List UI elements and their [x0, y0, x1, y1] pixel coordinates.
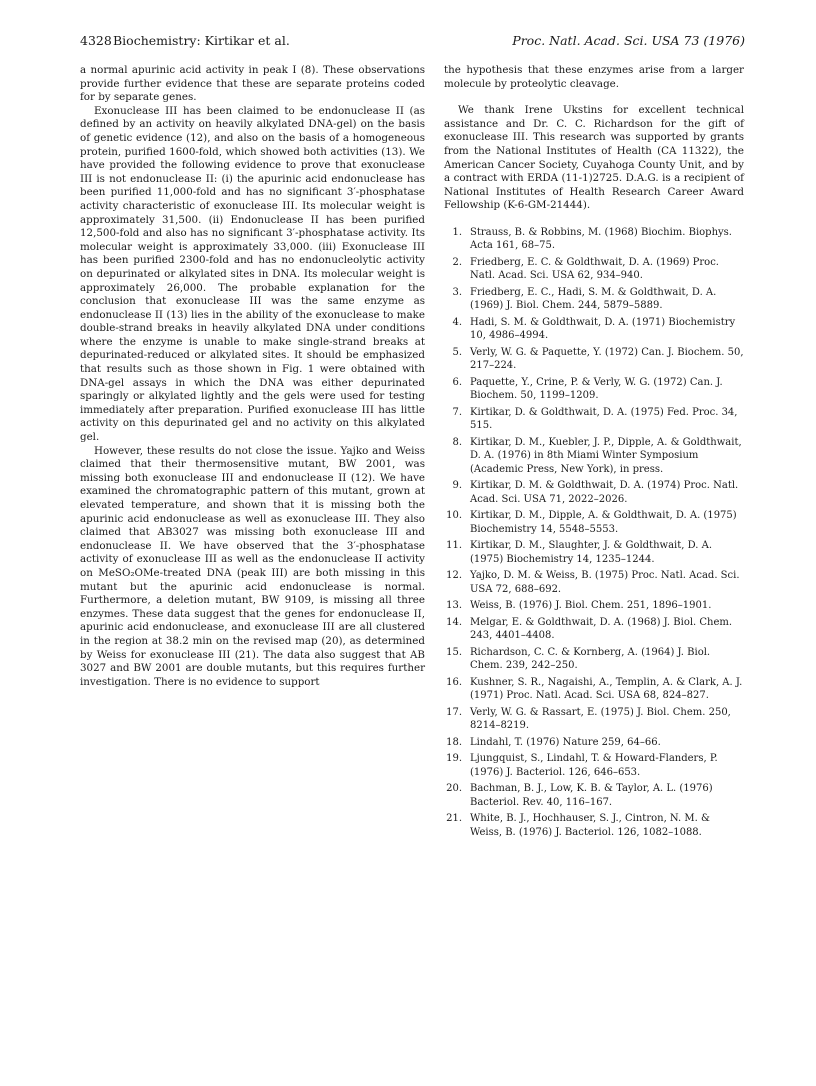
reference-item: [444, 736, 744, 750]
reference-number: 9.: [452, 480, 462, 492]
reference-item: [444, 599, 744, 613]
journal-citation: Proc. Natl. Acad. Sci. USA 73 (1976): [512, 33, 745, 48]
reference-text: Kushner, S. R., Nagaishi, A., Templin, A. & Clark, A. J. (1971) Proc. Natl. Acad. Sci. USA 68, 824–827.: [470, 676, 743, 702]
reference-text: Yajko, D. M. & Weiss, B. (1975) Proc. Natl. Acad. Sci. USA 72, 688–692.: [470, 570, 740, 595]
reference-text: Friedberg, E. C., Hadi, S. M. & Goldthwait, D. A. (1969) J. Biol. Chem. 244, 5879–5889.: [470, 286, 717, 312]
reference-number: 19.: [446, 753, 462, 765]
right-column: [444, 64, 744, 842]
paragraph: a normal apurinic acid activity in peak I (8). These observations provide further evidence that these are separate proteins coded for by separate genes.: [80, 64, 425, 104]
left-column: [80, 64, 425, 689]
reference-number: 2.: [452, 256, 462, 268]
reference-text: Verly, W. G. & Paquette, Y. (1972) Can. J. Biochem. 50, 217–224.: [470, 346, 744, 372]
reference-text: Kirtikar, D. M., Dipple, A. & Goldthwait, D. A. (1975) Biochemistry 14, 5548–5553.: [470, 510, 737, 535]
acknowledgment: We thank Irene Ukstins for excellent technical assistance and Dr. C. C. Richardson for the gift of exonuclease III. This research was supported by grants from the National Institutes of Health (CA 11322), the American Cancer Society, Cuyahoga County Unit, and by a contract with ERDA (11-1)2725. D.A.G. is a recipient of National Institutes of Health Research Career Award Fellowship (K-6-GM-21444).: [444, 104, 744, 212]
reference-item: [444, 286, 744, 313]
paragraph-continuation: the hypothesis that these enzymes arise from a larger molecule by proteolytic cleavage.: [444, 64, 744, 90]
running-title: Biochemistry: Kirtikar et al.: [113, 33, 290, 48]
reference-number: 12.: [446, 570, 462, 582]
reference-number: 11.: [446, 540, 462, 552]
reference-item: [444, 346, 744, 373]
paragraph: However, these results do not close the issue. Yajko and Weiss claimed that their thermosensitive mutant, BW 2001, was missing both exonuclease III and endonuclease II (12). We have examined the chromatographic pattern of this mutant, grown at elevated temperature, and shown that it is missing both the apurinic acid endonuclease as well as exonuclease III. They also claimed that AB3027 was missing both exonuclease III and endonuclease II. We have observed that the 3′-phosphatase activity of exonuclease III as well as the endonuclease II activity on MeSO₂OMe-treated DNA (peak III) are both missing in this mutant but the apurinic acid endonuclease is normal. Furthermore, a deletion mutant, BW 9109, is missing all three enzymes. These data suggest that the genes for endonuclease II, apurinic acid endonuclease, and exonuclease III are all clustered in the region at 38.2 min on the revised map (20), as determined by Weiss for exonuclease III (21). The data also suggest that AB 3027 and BW 2001 are double mutants, but this requires further investigation. There is no evidence to support: [80, 444, 425, 688]
paragraph: Exonuclease III has been claimed to be endonuclease II (as defined by an activity on heavily alkylated DNA-gel) on the basis of genetic evidence (12), and also on the basis of a homogeneous protein, purified 1600-fold, which showed both activities (13). We have provided the following evidence to prove that exonuclease III is not endonuclease II: (i) the apurinic acid endonuclease has been purified 11,000-fold and has no significant 3′-phosphatase activity characteristic of exonuclease III. Its molecular weight is approximately 31,500. (ii) Endonuclease II has been purified 12,500-fold and also has no significant 3′-phosphatase activity. Its molecular weight is approximately 33,000. (iii) Exonuclease III has been purified 2300-fold and has no endonucleolytic activity on depurinated or alkylated sites in DNA. Its molecular weight is approximately 26,000. The probable explanation for the conclusion that exonuclease III was the same enzyme as endonuclease II (13) lies in the ability of the exonuclease to make double-strand breaks in heavily alkylated DNA under conditions where the enzyme is unable to make single-strand breaks at depurinated-reduced or alkylated sites. It should be emphasized that results such as those shown in Fig. 1 were obtained with DNA-gel assays in which the DNA was either depurinated sparingly or alkylated lightly and the gels were used for testing immediately after preparation. Purified exonuclease III has little activity on this depurinated gel and no activity on this alkylated gel.: [80, 104, 425, 444]
reference-item: [444, 226, 744, 253]
reference-item: [444, 479, 744, 506]
reference-text: Kirtikar, D. M., Kuebler, J. P., Dipple, A. & Goldthwait, D. A. (1976) in 8th Miami Winter Symposium (Academic Press, New York), in press.: [470, 436, 742, 475]
page-number: 4328: [80, 33, 112, 48]
reference-number: 14.: [446, 616, 462, 628]
reference-text: Friedberg, E. C. & Goldthwait, D. A. (1969) Proc. Natl. Acad. Sci. USA 62, 934–940.: [470, 256, 719, 282]
reference-number: 16.: [446, 676, 462, 688]
reference-text: Kirtikar, D. & Goldthwait, D. A. (1975) Fed. Proc. 34, 515.: [470, 406, 738, 432]
reference-item: [444, 646, 744, 673]
reference-item: [444, 316, 744, 343]
reference-text: Kirtikar, D. M. & Goldthwait, D. A. (1974) Proc. Natl. Acad. Sci. USA 71, 2022–2026.: [470, 480, 739, 505]
reference-number: 1.: [452, 226, 462, 238]
reference-number: 10.: [446, 510, 462, 522]
reference-item: [444, 616, 744, 643]
reference-text: Kirtikar, D. M., Slaughter, J. & Goldthwait, D. A. (1975) Biochemistry 14, 1235–1244.: [470, 540, 713, 565]
reference-text: Verly, W. G. & Rassart, E. (1975) J. Biol. Chem. 250, 8214–8219.: [470, 706, 731, 732]
reference-item: [444, 812, 744, 839]
reference-text: Paquette, Y., Crine, P. & Verly, W. G. (1972) Can. J. Biochem. 50, 1199–1209.: [470, 376, 723, 402]
reference-number: 3.: [452, 286, 462, 298]
reference-text: Strauss, B. & Robbins, M. (1968) Biochim. Biophys. Acta 161, 68–75.: [470, 226, 732, 252]
reference-text: Richardson, C. C. & Kornberg, A. (1964) J. Biol. Chem. 239, 242–250.: [470, 646, 711, 672]
reference-text: Hadi, S. M. & Goldthwait, D. A. (1971) Biochemistry 10, 4986–4994.: [470, 316, 736, 342]
reference-text: Ljungquist, S., Lindahl, T. & Howard-Flanders, P. (1976) J. Bacteriol. 126, 646–653.: [470, 753, 718, 778]
reference-number: 4.: [452, 316, 462, 328]
reference-number: 13.: [446, 600, 462, 612]
reference-text: Bachman, B. J., Low, K. B. & Taylor, A. L. (1976) Bacteriol. Rev. 40, 116–167.: [470, 783, 713, 808]
page-header: [80, 33, 745, 51]
reference-number: 17.: [446, 706, 462, 718]
reference-number: 7.: [452, 406, 462, 418]
reference-item: [444, 782, 744, 809]
reference-item: [444, 706, 744, 733]
reference-number: 6.: [452, 376, 462, 388]
reference-item: [444, 676, 744, 703]
reference-item: [444, 539, 744, 566]
reference-number: 8.: [452, 436, 462, 448]
reference-number: 5.: [452, 346, 462, 358]
reference-item: [444, 752, 744, 779]
reference-number: 20.: [446, 783, 462, 795]
reference-item: [444, 569, 744, 596]
reference-number: 18.: [446, 736, 462, 748]
reference-text: White, B. J., Hochhauser, S. J., Cintron, N. M. & Weiss, B. (1976) J. Bacteriol. 126, 1082–1088.: [470, 813, 710, 838]
reference-text: Melgar, E. & Goldthwait, D. A. (1968) J. Biol. Chem. 243, 4401–4408.: [470, 616, 733, 642]
reference-list: [444, 226, 744, 840]
reference-text: Weiss, B. (1976) J. Biol. Chem. 251, 1896–1901.: [470, 600, 712, 612]
reference-item: [444, 509, 744, 536]
reference-item: [444, 256, 744, 283]
reference-item: [444, 436, 744, 477]
reference-item: [444, 376, 744, 403]
reference-text: Lindahl, T. (1976) Nature 259, 64–66.: [470, 736, 661, 748]
reference-item: [444, 406, 744, 433]
reference-number: 15.: [446, 646, 462, 658]
reference-number: 21.: [446, 813, 462, 825]
